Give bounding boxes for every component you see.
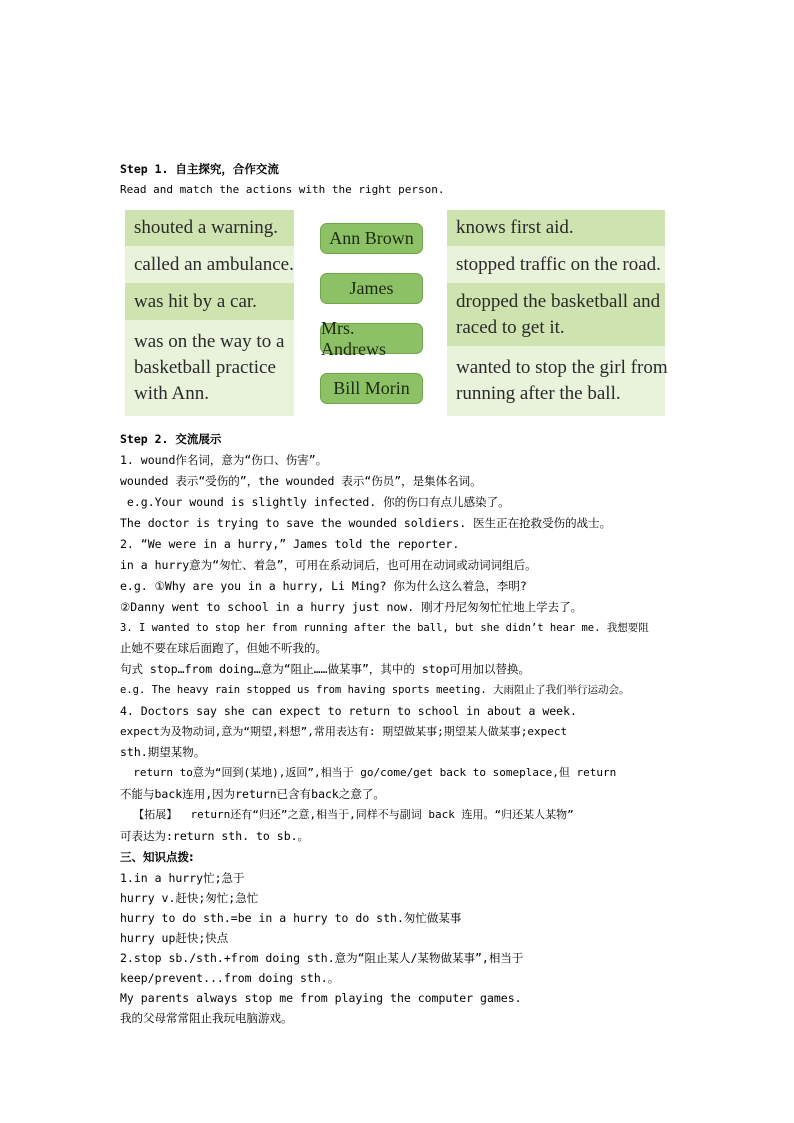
person-box-2[interactable] <box>320 273 423 304</box>
step2-line-5: 2. “We were in a hurry,” James told the reporter. <box>120 537 460 551</box>
action-cell-4 <box>125 320 294 416</box>
step2-line-18: 【拓展】 return还有“归还”之意,相当于,同样不与副词 back 连用。“归还某人某物” <box>120 808 574 821</box>
step2-line-1: 1. wound作名词，意为“伤口、伤害”。 <box>120 453 328 467</box>
fact-text-1: knows first aid. <box>456 217 574 238</box>
person-box-1[interactable] <box>320 223 423 254</box>
step2-line-17: 不能与back连用,因为return已含有back之意了。 <box>120 787 385 801</box>
section3-heading: 三、知识点拨: <box>120 850 194 864</box>
person-box-4[interactable] <box>320 373 423 404</box>
action-cell-2 <box>125 246 294 283</box>
action-cell-1 <box>125 210 294 246</box>
step2-title: 交流展示 <box>175 432 222 446</box>
section3-line-8: 我的父母常常阻止我玩电脑游戏。 <box>120 1011 293 1025</box>
action-text-2: called an ambulance. <box>134 253 294 275</box>
step2-line-10: 止她不要在球后面跑了，但她不听我的。 <box>120 641 327 655</box>
step2-line-3: e.g.Your wound is slightly infected. 你的伤口有点儿感染了。 <box>120 495 510 509</box>
section3-line-4: hurry up赶快;快点 <box>120 931 229 945</box>
step2-line-15: sth.期望某物。 <box>120 745 206 759</box>
person-name-1: Ann Brown <box>329 228 414 248</box>
section3-line-6: keep/prevent...from doing sth.。 <box>120 971 340 985</box>
action-text-4: was on the way to a basketball practice with Ann. <box>134 331 285 404</box>
fact-cell-4 <box>447 346 668 416</box>
step2-line-11: 句式 stop…from doing…意为“阻止……做某事”，其中的 stop可用加以替换。 <box>120 662 531 676</box>
section3-line-3: hurry to do sth.=be in a hurry to do sth.匆忙做某事 <box>120 911 462 925</box>
step2-line-14: expect为及物动词,意为“期望,料想”,常用表达有: 期望做某事;期望某人做某事;expect <box>120 725 568 738</box>
step2-line-19: 可表达为:return sth. to sb.。 <box>120 829 310 843</box>
step2-line-7: e.g. ①Why are you in a hurry, Li Ming? 你为什么这么着急，李明? <box>120 579 527 593</box>
fact-cell-3 <box>447 283 665 346</box>
person-name-4: Bill Morin <box>333 378 410 398</box>
fact-text-3: dropped the basketball and raced to get it. <box>456 290 661 338</box>
section3-line-7: My parents always stop me from playing the computer games. <box>120 991 522 1005</box>
step1-title: 自主探究，合作交流 <box>175 162 279 176</box>
step2-line-6: in a hurry意为“匆忙、着急”，可用在系动词后，也可用在动词或动词词组后。 <box>120 558 537 572</box>
step1-heading <box>120 161 279 177</box>
person-box-3[interactable] <box>320 317 423 359</box>
step2-line-8: ②Danny went to school in a hurry just now. 刚才丹尼匆匆忙忙地上学去了。 <box>120 600 583 614</box>
fact-text-4: wanted to stop the girl from running after the ball. <box>456 357 668 404</box>
person-name-3: Mrs. Andrews <box>321 317 386 359</box>
matching-exercise <box>125 210 670 416</box>
step2-line-13: 4. Doctors say she can expect to return to school in about a week. <box>120 704 577 718</box>
action-text-3: was hit by a car. <box>134 290 257 312</box>
step2-label: Step 2. <box>120 432 169 446</box>
action-cell-3 <box>125 283 294 320</box>
section3-line-1: 1.in a hurry忙;急于 <box>120 871 245 885</box>
step2-heading <box>120 431 221 447</box>
fact-text-2: stopped traffic on the road. <box>456 253 661 275</box>
step1-instruction: Read and match the actions with the right person. <box>120 183 445 196</box>
step2-line-4: The doctor is trying to save the wounded soldiers. 医生正在抢救受伤的战士。 <box>120 516 612 530</box>
step2-line-9: 3. I wanted to stop her from running after the ball, but she didn’t hear me. 我想要阻 <box>120 622 649 634</box>
section3-line-5: 2.stop sb./sth.+from doing sth.意为“阻止某人/某物做某事”,相当于 <box>120 951 524 965</box>
step1-label: Step 1. <box>120 162 169 176</box>
fact-cell-1 <box>447 210 665 246</box>
section3-line-2: hurry v.赶快;匆忙;急忙 <box>120 891 259 905</box>
fact-cell-2 <box>447 246 665 283</box>
action-text-1: shouted a warning. <box>134 217 279 238</box>
step2-line-12: e.g. The heavy rain stopped us from having sports meeting. 大雨阻止了我们举行运动会。 <box>120 684 630 696</box>
person-name-2: James <box>349 278 394 298</box>
step2-line-2: wounded 表示“受伤的”，the wounded 表示“伤员”，是集体名词。 <box>120 474 482 488</box>
step2-line-16: return to意为“回到(某地),返回”,相当于 go/come/get back to someplace,但 return <box>120 766 617 779</box>
